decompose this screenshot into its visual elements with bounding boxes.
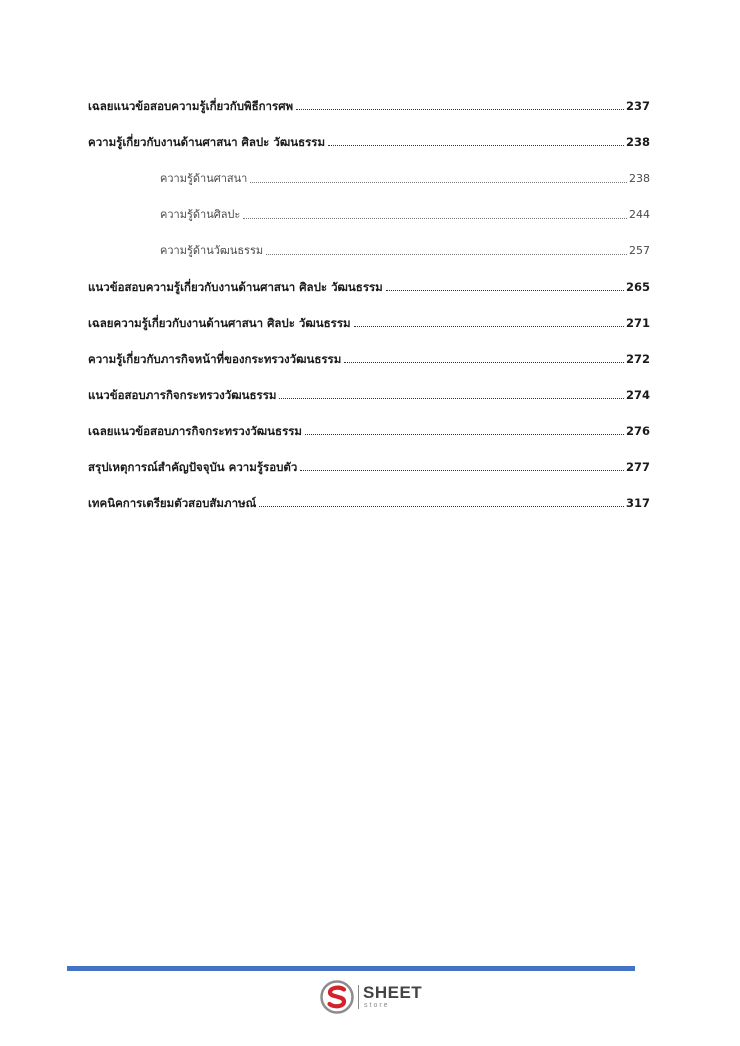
toc-entry-page: 272 xyxy=(625,352,650,366)
toc-entry[interactable] xyxy=(88,419,650,439)
toc-dot-leader xyxy=(259,505,624,507)
toc-entry[interactable] xyxy=(88,311,650,331)
toc-entry[interactable] xyxy=(88,130,650,150)
toc-entry[interactable] xyxy=(88,94,650,114)
toc-dot-leader xyxy=(354,325,624,327)
toc-entry[interactable] xyxy=(88,347,650,367)
logo-divider xyxy=(358,985,359,1009)
toc-entry-page: 317 xyxy=(625,496,650,510)
toc-entry-page: 238 xyxy=(629,172,650,185)
toc-entry[interactable] xyxy=(88,491,650,511)
toc-entry-page: 265 xyxy=(625,280,650,294)
toc-subentry[interactable] xyxy=(160,167,650,187)
toc-entry-page: 274 xyxy=(625,388,650,402)
toc-entry-title: แนวข้อสอบภารกิจกระทรวงวัฒนธรรม xyxy=(88,388,277,402)
table-of-contents xyxy=(0,0,740,520)
toc-entry-page: 277 xyxy=(625,460,650,474)
toc-entry-page: 257 xyxy=(629,244,650,257)
toc-entry-title: ความรู้ด้านศิลปะ xyxy=(160,208,241,221)
toc-dot-leader xyxy=(243,217,627,219)
toc-subentry[interactable] xyxy=(160,203,650,223)
toc-entry-page: 244 xyxy=(629,208,650,221)
toc-entry-title: ความรู้ด้านศาสนา xyxy=(160,172,248,185)
toc-entry-page: 237 xyxy=(625,99,650,113)
toc-entry-title: สรุปเหตุการณ์สำคัญปัจจุบัน ความรู้รอบตัว xyxy=(88,460,298,474)
logo-subtext: store xyxy=(364,1002,390,1009)
toc-dot-leader xyxy=(300,469,624,471)
toc-dot-leader xyxy=(296,108,624,110)
toc-entry-page: 276 xyxy=(625,424,650,438)
footer-rule xyxy=(67,966,635,971)
toc-entry-page: 238 xyxy=(625,135,650,149)
toc-dot-leader xyxy=(328,144,624,146)
toc-dot-leader xyxy=(279,397,624,399)
toc-dot-leader xyxy=(344,361,624,363)
toc-entry-title: แนวข้อสอบความรู้เกี่ยวกับงานด้านศาสนา ศิลปะ วัฒนธรรม xyxy=(88,280,383,294)
toc-entry[interactable] xyxy=(88,275,650,295)
sheet-store-logo xyxy=(320,980,430,1016)
toc-entry-title: เทคนิคการเตรียมตัวสอบสัมภาษณ์ xyxy=(88,496,257,510)
toc-entry-title: เฉลยแนวข้อสอบความรู้เกี่ยวกับพิธีการศพ xyxy=(88,99,294,113)
logo-wordmark: SHEET xyxy=(363,983,423,1002)
toc-subentry[interactable] xyxy=(160,239,650,259)
toc-dot-leader xyxy=(266,253,627,255)
toc-entry-title: เฉลยแนวข้อสอบภารกิจกระทรวงวัฒนธรรม xyxy=(88,424,302,438)
toc-entry-title: ความรู้เกี่ยวกับภารกิจหน้าที่ของกระทรวงวัฒนธรรม xyxy=(88,352,342,366)
toc-entry-title: เฉลยความรู้เกี่ยวกับงานด้านศาสนา ศิลปะ วัฒนธรรม xyxy=(88,316,351,330)
toc-entry-title: ความรู้เกี่ยวกับงานด้านศาสนา ศิลปะ วัฒนธรรม xyxy=(88,135,326,149)
sheet-store-s-icon xyxy=(320,980,354,1014)
toc-dot-leader xyxy=(386,289,624,291)
toc-entry-page: 271 xyxy=(625,316,650,330)
toc-entry-title: ความรู้ด้านวัฒนธรรม xyxy=(160,244,264,257)
toc-dot-leader xyxy=(305,433,624,435)
toc-entry[interactable] xyxy=(88,383,650,403)
toc-entry[interactable] xyxy=(88,455,650,475)
toc-dot-leader xyxy=(250,181,627,183)
